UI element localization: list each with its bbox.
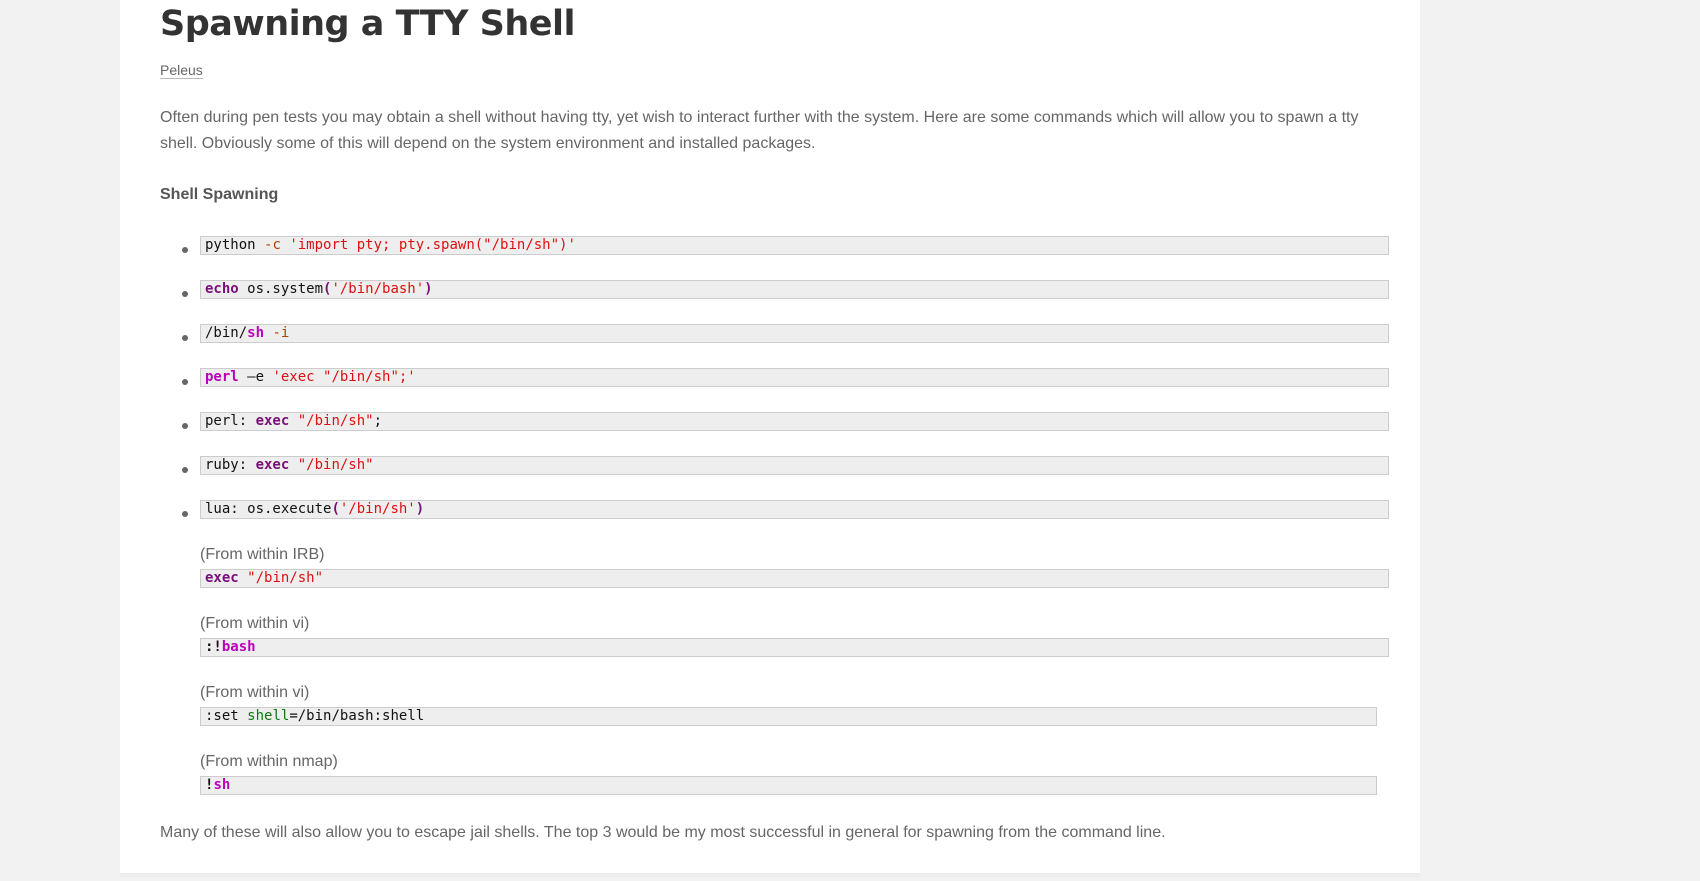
- code-token: "/bin/sh": [297, 457, 374, 473]
- code-token: [289, 413, 297, 429]
- code-token: exec: [255, 457, 290, 473]
- code-token: 'exec "/bin/sh";': [272, 369, 416, 385]
- code-token: :set: [205, 708, 248, 724]
- code-token: [239, 570, 247, 586]
- code-token: "/bin/sh": [247, 570, 324, 586]
- code-snippet[interactable]: [200, 569, 1389, 588]
- code-snippet[interactable]: [200, 368, 1389, 387]
- code-token: exec: [255, 413, 290, 429]
- code-token: ): [424, 281, 433, 297]
- code-token: :!: [205, 639, 222, 655]
- code-token: —e: [238, 369, 273, 385]
- code-token: echo: [205, 281, 239, 297]
- code-token: ;: [373, 413, 383, 429]
- code-snippet[interactable]: [200, 776, 1377, 795]
- code-snippet[interactable]: [200, 236, 1389, 255]
- bullet: [182, 247, 188, 253]
- code-token: (: [331, 501, 340, 517]
- context-note: (From within vi): [200, 684, 310, 701]
- code-token: lua: os.execute: [205, 501, 332, 517]
- code-snippet[interactable]: [200, 280, 1389, 299]
- code-token: /bin/: [205, 325, 248, 341]
- context-note: (From within nmap): [200, 753, 338, 770]
- code-token: shell: [247, 708, 290, 724]
- outro-paragraph: Many of these will also allow you to escape jail shells. The top 3 would be my most successful in general for spawning from the command line.: [160, 824, 1166, 841]
- code-snippet[interactable]: [200, 500, 1389, 519]
- bullet: [182, 423, 188, 429]
- code-token: bash: [221, 639, 256, 655]
- code-token: ruby:: [205, 457, 256, 473]
- page-bottom-rule: [120, 873, 1420, 877]
- code-snippet[interactable]: [200, 456, 1389, 475]
- code-token: ): [415, 501, 425, 517]
- code-snippet[interactable]: [200, 324, 1389, 343]
- code-snippet[interactable]: [200, 412, 1389, 431]
- code-token: perl:: [205, 413, 256, 429]
- code-token: '/bin/sh': [339, 501, 416, 517]
- bullet: [182, 467, 188, 473]
- code-token: sh: [213, 777, 231, 793]
- code-token: perl: [205, 369, 239, 385]
- article-title: Spawning a TTY Shell: [160, 4, 576, 44]
- code-token: (: [323, 281, 332, 297]
- code-token: [289, 457, 297, 473]
- bullet: [182, 335, 188, 341]
- code-token: os.system: [238, 281, 324, 297]
- code-token: exec: [205, 570, 239, 586]
- code-token: =/bin/bash:shell: [289, 708, 425, 724]
- intro-paragraph: Often during pen tests you may obtain a shell without having tty, yet wish to interact further with the system. Here are some commands which will allow you to spawn a tty shell. Obviously some of this will depend on the system environment and installed packages.: [160, 109, 1359, 152]
- section-heading: Shell Spawning: [160, 186, 279, 203]
- code-token: !: [205, 777, 214, 793]
- code-token: "/bin/sh": [297, 413, 374, 429]
- code-token: '/bin/bash': [331, 281, 425, 297]
- code-token: sh: [247, 325, 265, 341]
- code-token: -i: [272, 325, 290, 341]
- code-token: 'import pty; pty.spawn("/bin/sh")': [289, 237, 576, 253]
- context-note: (From within IRB): [200, 546, 325, 563]
- author-link[interactable]: Peleus: [160, 62, 203, 78]
- code-snippet[interactable]: [200, 707, 1377, 726]
- context-note: (From within vi): [200, 615, 310, 632]
- code-token: -c: [264, 237, 281, 253]
- code-token: python: [205, 237, 265, 253]
- code-snippet[interactable]: [200, 638, 1389, 657]
- bullet: [182, 291, 188, 297]
- bullet: [182, 379, 188, 385]
- bullet: [182, 511, 188, 517]
